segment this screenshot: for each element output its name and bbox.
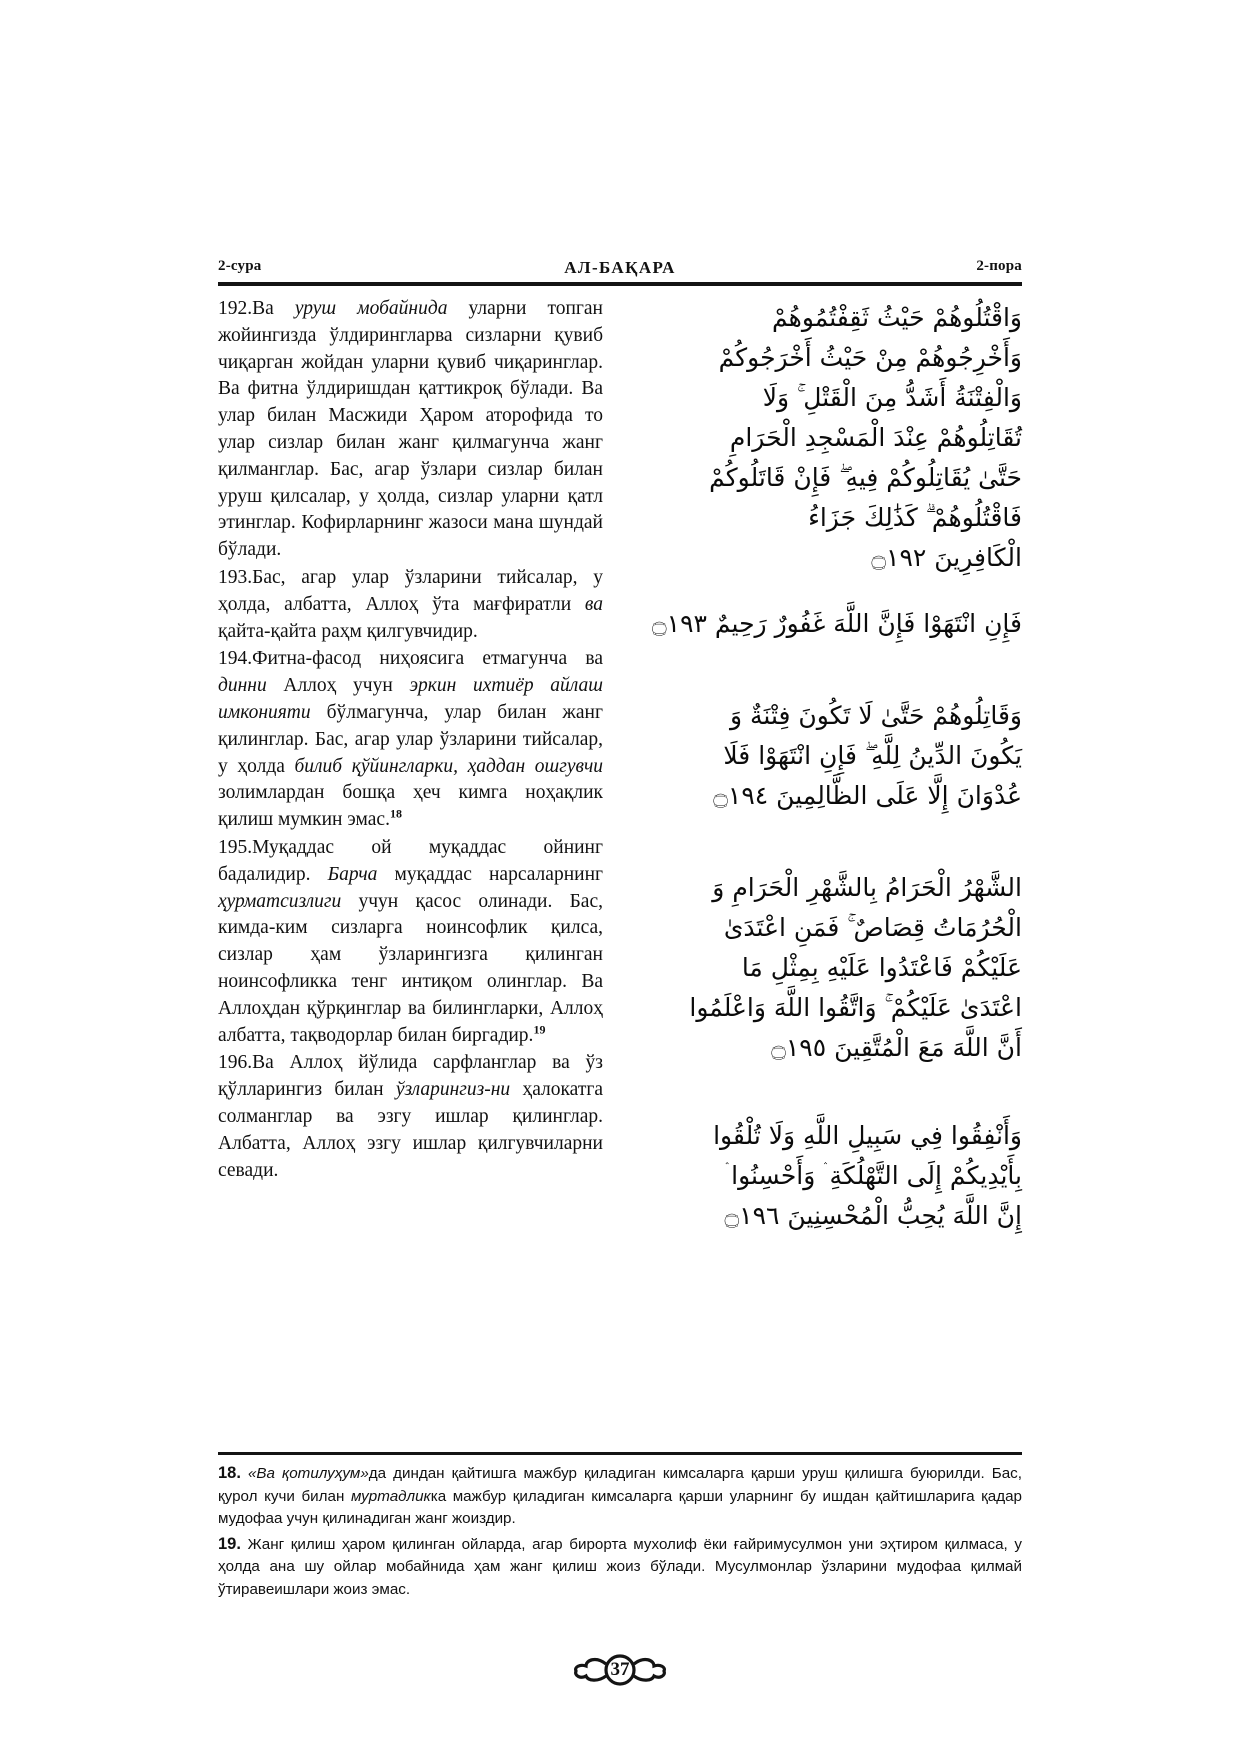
verse-192	[218, 296, 603, 564]
verse-196-text-b: ҳалокатга солманглар ва эзгу ишлар қилинглар. Албатта, Аллоҳ эзгу ишлар қилгувчиларни севади.	[218, 1079, 604, 1181]
verse-number-196: 196.	[218, 1052, 253, 1074]
arabic-line: وَأَنْفِقُوا فِي سَبِيلِ اللَّهِ وَلَا تُلْقُوا	[713, 1121, 1022, 1150]
verse-195-text-c: учун қасос олинади. Бас, кимда-ким сизларга ноинсофлик қилса, сизлар ҳам ўзларингизга қилинган ноинсофликка тенг интиқом олинглар. Ва Аллоҳдан қўрқинглар ва билингларки, Аллоҳ албатта, тақводорлар билан биргадир.	[218, 890, 603, 1046]
arabic-line: اعْتَدَىٰ عَلَيْكُمْ ۚ وَاتَّقُوا اللَّهَ وَاعْلَمُوا	[689, 993, 1022, 1022]
verse-195-text-b: муқаддас нарсаларнинг	[377, 863, 603, 885]
arabic-line: الشَّهْرُ الْحَرَامُ بِالشَّهْرِ الْحَرَامِ وَ	[712, 873, 1022, 902]
footnotes	[218, 1462, 1022, 1604]
arabic-line: وَاقْتُلُوهُمْ حَيْثُ ثَقِفْتُمُوهُمْ	[772, 303, 1022, 332]
verse-194-italic-2: эркин ихтиёр айлаш имконияти	[218, 675, 603, 723]
verse-194-text-c: бўлмагунча, улар билан жанг қилинглар. Бас, агар улар ўзларини тийсалар, у ҳолда	[218, 701, 603, 777]
footnote-18-lead-italic: «Ва қотилуҳум»	[247, 1465, 369, 1482]
arabic-block-192	[632, 298, 1022, 578]
verse-194-italic-1: динни	[218, 675, 267, 697]
verse-192-text-b: уларни топган жойингизда ўлдирингларва сизларни қувиб чиқарган жойдан уларни қувиб чиқаринглар. Ва фитна ўлдиришдан қаттикроқ бўлади. Ва улар билан Масжиди Ҳаром аторофида то улар сизлар билан жанг қилмагунча жанг қилманглар. Бас, агар ўзлари сизлар билан уруш қилсалар, у ҳолда, сизлар уларни қатл этинглар. Кофирларнинг жазоси мана шундай бўлади.	[218, 298, 603, 561]
verse-194-italic-3: билиб қўйингларки, ҳаддан ошгувчи	[294, 755, 603, 777]
footnote-19	[218, 1533, 1022, 1602]
arabic-block-195	[632, 868, 1022, 1068]
verse-196-italic-1: ўзларингиз-ни	[395, 1079, 511, 1101]
arabic-line: عَلَيْكُمْ فَاعْتَدُوا عَلَيْهِ بِمِثْلِ مَا	[741, 953, 1022, 982]
arabic-line: عُدْوَانَ إِلَّا عَلَى الظَّالِمِينَ ۝١٩٤	[713, 781, 1022, 810]
footnote-19-text-a: Жанг қилиш ҳаром қилинган ойларда, агар бирорта мухолиф ёки ғайримусулмон уни эҳтиром қилмаса, у ҳолда ана шу ойлар мобайнида ҳам жанг қилиш жоиз бўлади. Мусулмонлар ўзларини мудофаа қилмай ўтиравеишлари жоиз эмас.	[218, 1535, 1022, 1598]
arabic-line: وَأَخْرِجُوهُمْ مِنْ حَيْثُ أَخْرَجُوكُمْ	[718, 343, 1022, 372]
footnote-ref-18[interactable]: 18	[389, 806, 402, 821]
running-head	[218, 258, 1022, 275]
verse-number-192: 192.	[218, 298, 253, 319]
verse-196	[218, 1050, 603, 1184]
folio	[0, 1650, 1240, 1690]
verse-193-text-b: қайта-қайта раҳм қилгувчидир.	[218, 620, 478, 642]
verse-194-text-a: Фитна-фасод ниҳоясига етмагунча ва	[252, 648, 603, 670]
header-rule	[218, 282, 1022, 286]
arabic-line: تُقَاتِلُوهُمْ عِنْدَ الْمَسْجِدِ الْحَرَامِ	[729, 423, 1022, 452]
folio-ornament	[560, 1650, 680, 1690]
arabic-line: وَقَاتِلُوهُمْ حَتَّىٰ لَا تَكُونَ فِتْنَةٌ وَ	[730, 701, 1022, 730]
footnote-18-number: 18.	[218, 1464, 241, 1482]
body-columns	[218, 296, 1022, 1426]
verse-number-195: 195.	[218, 836, 253, 858]
translation-column	[218, 296, 603, 1185]
verse-193	[218, 565, 603, 645]
arabic-line: وَالْفِتْنَةُ أَشَدُّ مِنَ الْقَتْلِ ۚ وَلَا	[762, 383, 1022, 412]
verse-193-italic-1: ва	[584, 593, 603, 615]
verse-195-italic-2: ҳурматсизлиги	[218, 890, 342, 912]
arabic-line: فَاقْتُلُوهُمْ ۗ كَذَٰلِكَ جَزَاءُ	[808, 503, 1022, 532]
arabic-line: أَنَّ اللَّهَ مَعَ الْمُتَّقِينَ ۝١٩٥	[771, 1033, 1022, 1062]
arabic-block-196	[632, 1116, 1022, 1236]
verse-192-italic-1: уруш мобайнида	[294, 298, 448, 319]
verse-195-italic-1: Барча	[327, 863, 378, 885]
footnote-18	[218, 1462, 1022, 1531]
arabic-column	[632, 296, 1022, 1242]
running-head-left: 2-сура	[218, 258, 262, 274]
arabic-line: إِنَّ اللَّهَ يُحِبُّ الْمُحْسِنِينَ ۝١٩٦	[724, 1201, 1022, 1230]
arabic-block-193	[632, 604, 1022, 644]
running-head-center: АЛ-БАҚАРА	[564, 258, 676, 277]
verse-194	[218, 646, 603, 834]
arabic-line: فَإِنِ انْتَهَوْا فَإِنَّ اللَّهَ غَفُورٌ رَحِيمٌ ۝١٩٣	[652, 609, 1022, 638]
footnote-18-italic-mid: муртадлик	[350, 1487, 431, 1505]
verse-195	[218, 835, 603, 1049]
verse-194-text-b: Аллоҳ учун	[266, 675, 410, 697]
running-head-right: 2-пора	[976, 258, 1022, 274]
verse-195-text-a: Муқаддас ой муқаддас ойнинг бадалидир.	[218, 836, 603, 885]
arabic-block-194	[632, 696, 1022, 816]
verse-196-text-a: Ва Аллоҳ йўлида сарфланглар ва ўз қўлларингиз билан	[218, 1052, 603, 1101]
verse-number-193: 193.	[218, 566, 253, 588]
verse-194-text-d: золимлардан бошқа ҳеч кимга ноҳақлик қилиш мумкин эмас.	[218, 782, 603, 831]
verse-193-text-a: Бас, агар улар ўзларини тийсалар, у ҳолда, албатта, Аллоҳ ўта мағфиратли	[218, 566, 603, 615]
verse-192-text-a: Ва	[252, 298, 295, 319]
arabic-line: بِأَيْدِيكُمْ إِلَى التَّهْلُكَةِ ۛ وَأَحْسِنُوا ۛ	[724, 1161, 1022, 1190]
footnote-ref-19[interactable]: 19	[533, 1022, 546, 1037]
arabic-line: يَكُونَ الدِّينُ لِلَّهِ ۖ فَإِنِ انْتَهَوْا فَلَا	[723, 741, 1022, 770]
footnote-rule	[218, 1452, 1022, 1455]
page-number: 37	[610, 1659, 630, 1680]
footnote-18-text-a: да диндан қайтишга мажбур қиладиган кимсаларга қарши уруш қилишга буюрилди. Бас, қурол кучи билан	[218, 1465, 1022, 1505]
verse-number-194: 194.	[218, 648, 253, 670]
arabic-line: الْحُرُمَاتُ قِصَاصٌ ۚ فَمَنِ اعْتَدَىٰ	[723, 913, 1022, 942]
arabic-line: الْكَافِرِينَ ۝١٩٢	[871, 543, 1022, 572]
footnote-19-number: 19.	[218, 1534, 241, 1553]
footnote-18-text-b: ка мажбур қиладиган кимсаларга қарши уларнинг бу ишдан қайтишларига қадар мудофаа учун қилинадиган жанг жоиздир.	[218, 1487, 1022, 1528]
arabic-line: حَتَّىٰ يُقَاتِلُوكُمْ فِيهِ ۖ فَإِنْ قَاتَلُوكُمْ	[709, 463, 1022, 492]
